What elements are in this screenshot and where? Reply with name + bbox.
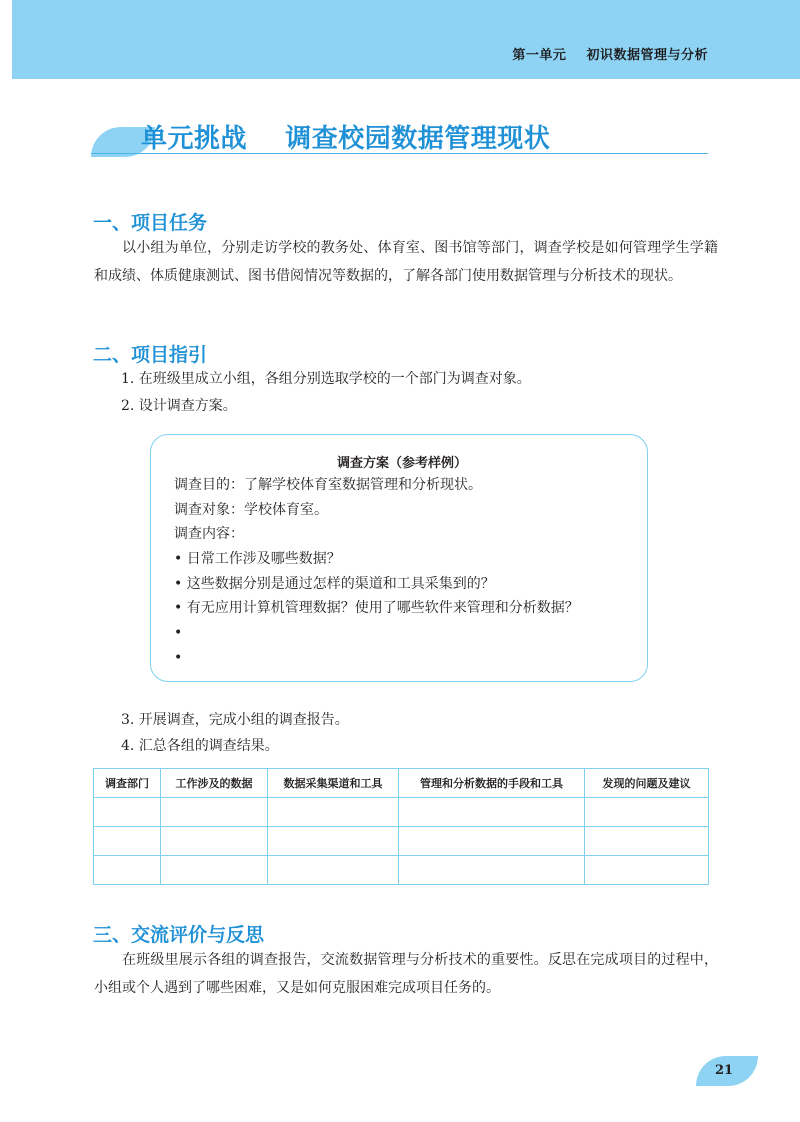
plan-content-label: 调查内容： (174, 526, 244, 542)
section-heading-task: 一、项目任务 (93, 212, 208, 234)
table-cell[interactable] (585, 856, 709, 885)
plan-bullet: • 这些数据分别是通过怎样的渠道和工具采集到的？ (174, 576, 495, 592)
task-paragraph: 以小组为单位，分别走访学校的教务处、体育室、图书馆等部门，调查学校是如何管理学生学籍和成绩、体质健康测试、图书借阅情况等数据的，了解各部门使用数据管理与分析技术的现状。 (94, 240, 718, 284)
title-text: 调查校园数据管理现状 (285, 124, 551, 154)
title-underline (91, 153, 708, 154)
header-band (12, 0, 800, 79)
title-label: 单元挑战 (141, 124, 248, 154)
column-header: 调查部门 (94, 769, 161, 798)
table-cell[interactable] (268, 827, 399, 856)
column-header: 管理和分析数据的手段和工具 (399, 769, 585, 798)
table-cell[interactable] (94, 827, 161, 856)
table-cell[interactable] (399, 856, 585, 885)
running-header: 第一单元 初识数据管理与分析 (512, 48, 708, 63)
reflection-paragraph: 在班级里展示各组的调查报告，交流数据管理与分析技术的重要性。反思在完成项目的过程中，小组或个人遇到了哪些困难，又是如何克服困难完成项目任务的。 (94, 952, 718, 996)
step-4: 4. 汇总各组的调查结果。 (121, 738, 279, 754)
table-cell[interactable] (585, 798, 709, 827)
column-header: 发现的问题及建议 (585, 769, 709, 798)
table-cell[interactable] (399, 827, 585, 856)
table-cell[interactable] (161, 856, 268, 885)
table-cell[interactable] (268, 856, 399, 885)
page-title (141, 118, 550, 155)
table-row (94, 827, 709, 856)
table-cell[interactable] (94, 856, 161, 885)
step-3: 3. 开展调查，完成小组的调查报告。 (121, 712, 349, 728)
section-heading-reflection: 三、交流评价与反思 (93, 924, 265, 946)
plan-object: 调查对象：学校体育室。 (174, 502, 328, 518)
step-1: 1. 在班级里成立小组，各组分别选取学校的一个部门为调查对象。 (121, 371, 531, 387)
table-cell[interactable] (585, 827, 709, 856)
table-row (94, 798, 709, 827)
section-heading-guide: 二、项目指引 (93, 344, 208, 366)
table-cell[interactable] (161, 798, 268, 827)
table-cell[interactable] (268, 798, 399, 827)
step-2: 2. 设计调查方案。 (121, 398, 237, 414)
table-cell[interactable] (94, 798, 161, 827)
plan-purpose: 调查目的：了解学校体育室数据管理和分析现状。 (174, 477, 482, 493)
table-cell[interactable] (161, 827, 268, 856)
plan-bullet-empty: • (174, 625, 183, 641)
plan-bullet: • 有无应用计算机管理数据？使用了哪些软件来管理和分析数据？ (174, 600, 579, 616)
plan-title: 调查方案（参考样例） (336, 456, 467, 471)
column-header: 工作涉及的数据 (161, 769, 268, 798)
column-header: 数据采集渠道和工具 (268, 769, 399, 798)
survey-results-table (93, 768, 709, 885)
page-number: 21 (715, 1063, 734, 1078)
plan-bullet: • 日常工作涉及哪些数据？ (174, 551, 341, 567)
table-row (94, 856, 709, 885)
table-header-row (94, 769, 709, 798)
plan-bullet-empty: • (174, 650, 183, 666)
table-cell[interactable] (399, 798, 585, 827)
